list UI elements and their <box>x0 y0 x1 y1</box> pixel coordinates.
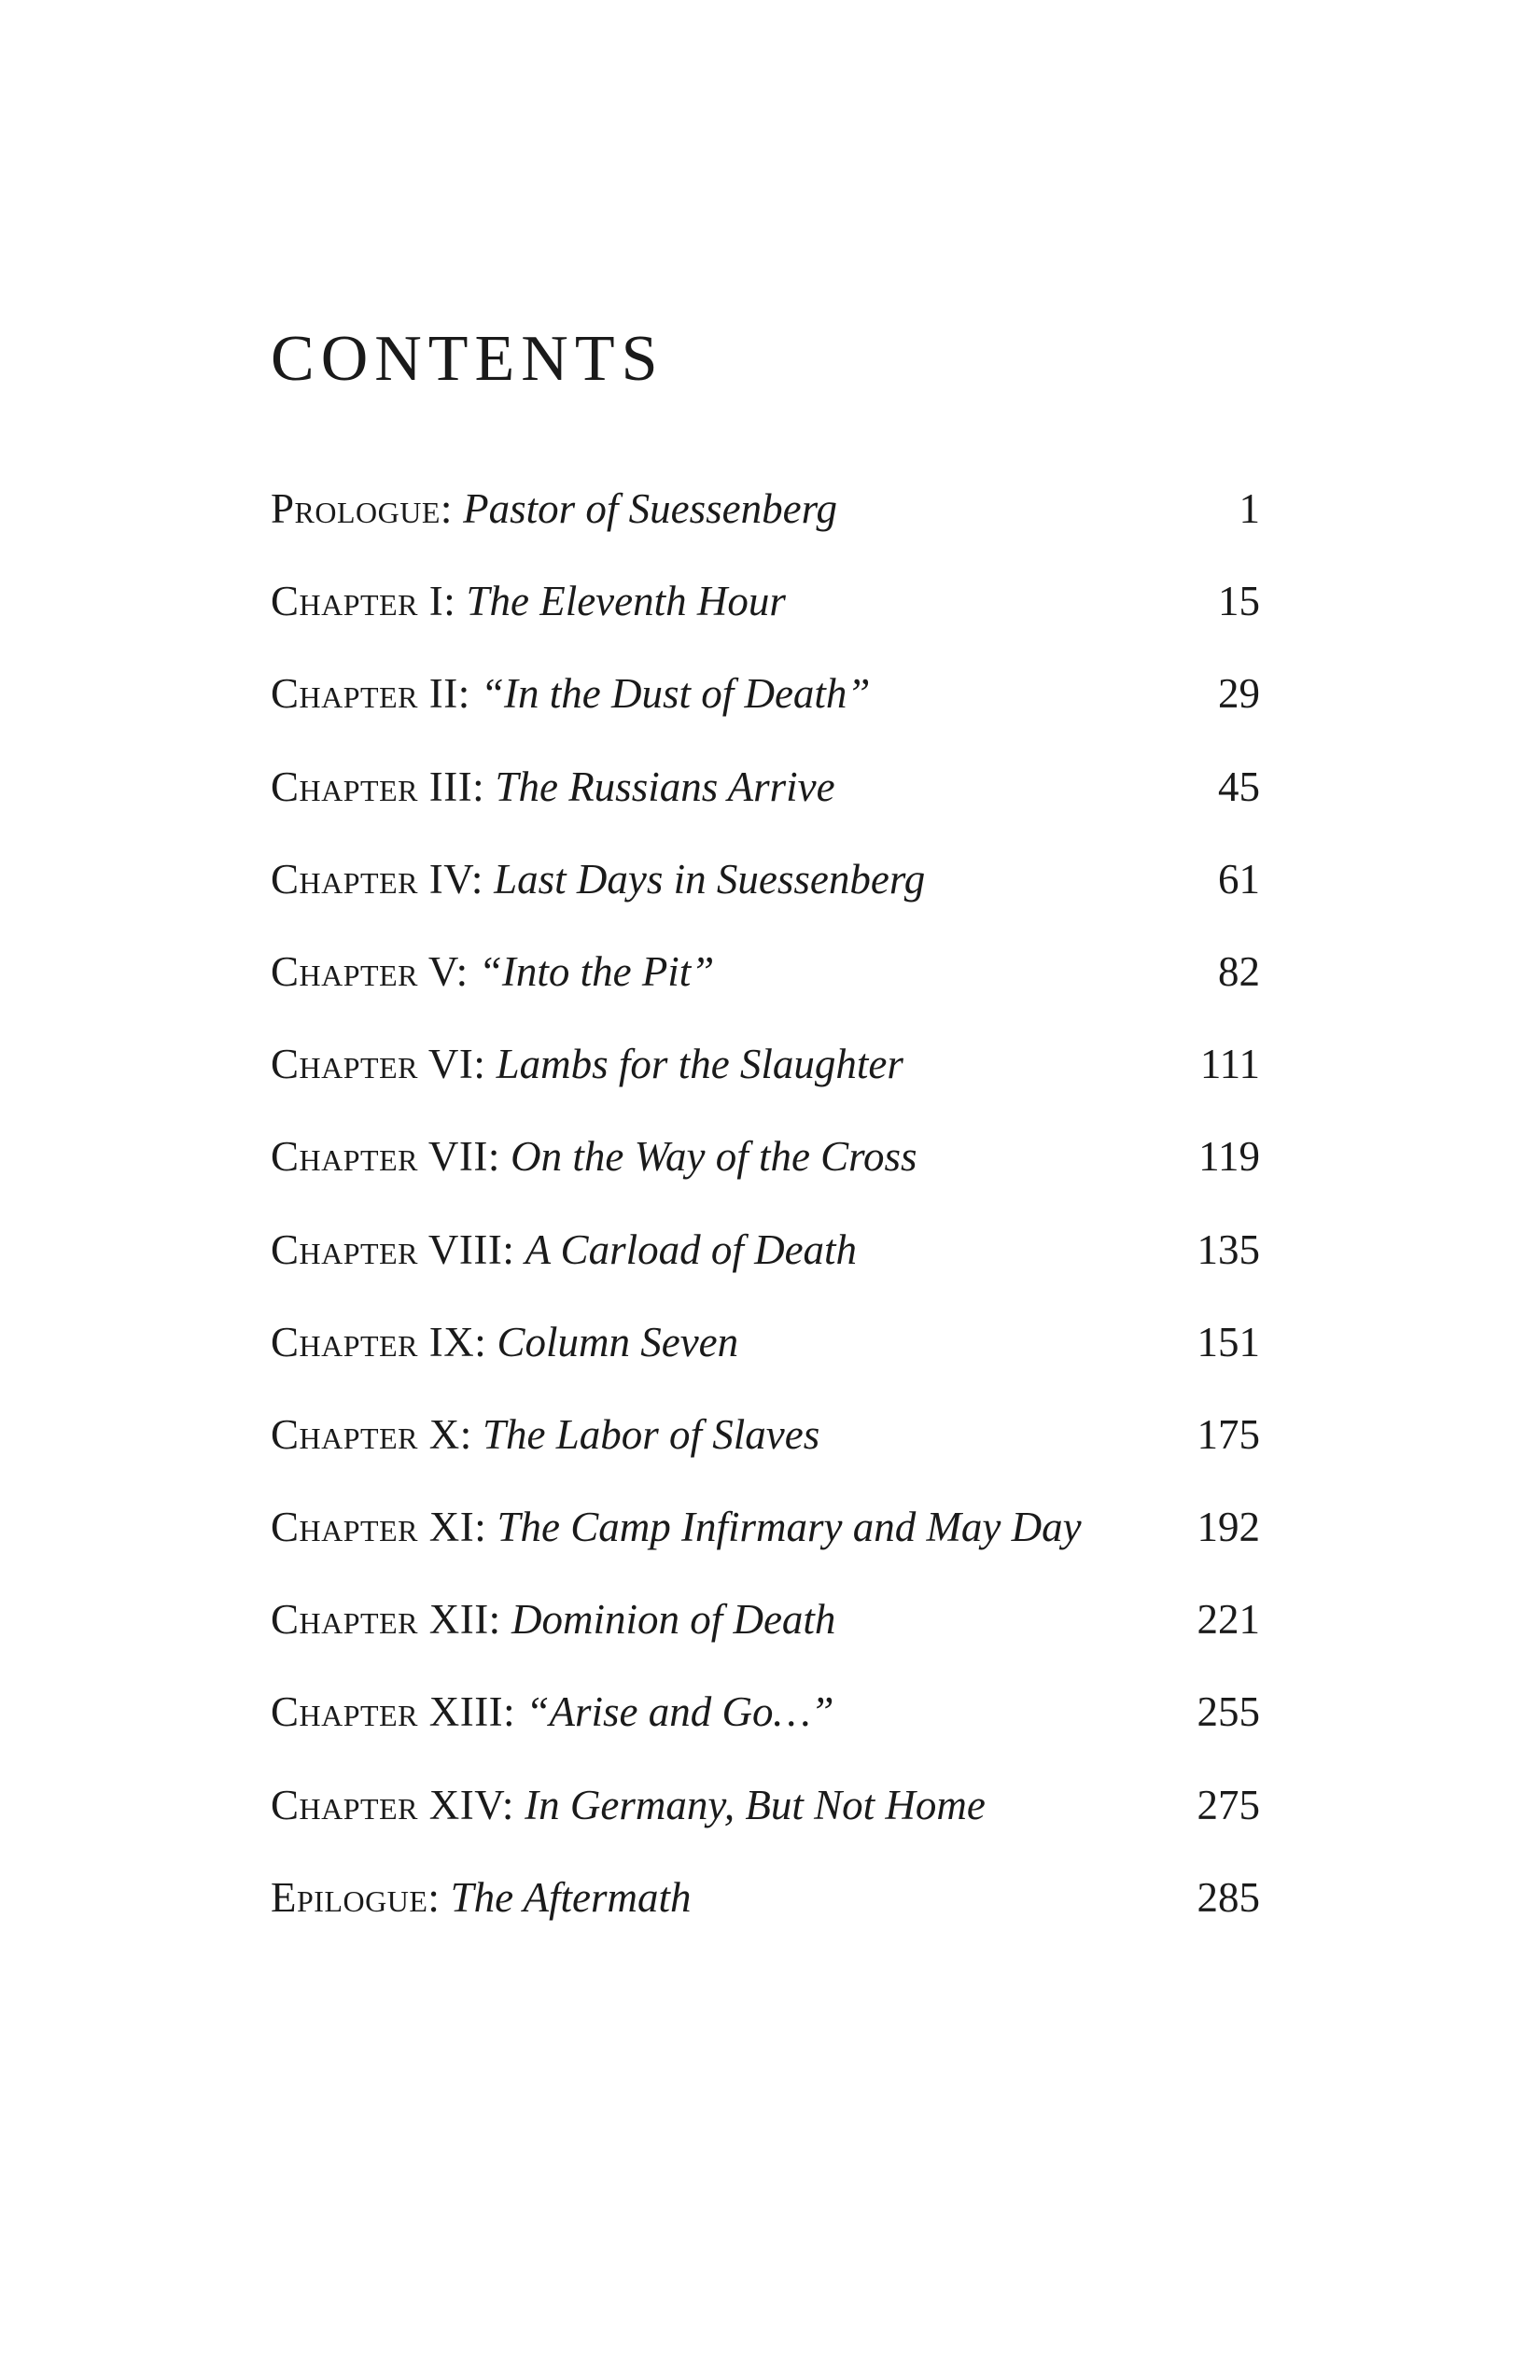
toc-entry-chapter-8[interactable] <box>271 1217 1260 1309</box>
entry-page-number: 192 <box>1197 1504 1260 1551</box>
entry-title: “Arise and Go…” <box>525 1688 834 1736</box>
entry-title: Lambs for the Slaughter <box>496 1041 903 1088</box>
entry-title: On the Way of the Cross <box>511 1133 917 1181</box>
toc-entry-chapter-11[interactable] <box>271 1494 1260 1587</box>
entry-page-number: 29 <box>1218 670 1260 718</box>
toc-entry-chapter-9[interactable] <box>271 1309 1260 1402</box>
entry-label: Chapter X: <box>271 1410 472 1458</box>
entry-title: The Camp Infirmary and May Day <box>497 1504 1082 1551</box>
toc-entry-chapter-6[interactable] <box>271 1031 1260 1124</box>
entry-title: The Russians Arrive <box>495 763 835 810</box>
entry-page-number: 275 <box>1197 1781 1260 1828</box>
entry-title: Column Seven <box>497 1318 739 1365</box>
entry-label: Chapter XII: <box>271 1596 501 1644</box>
entry-title: “Into the Pit” <box>478 947 715 995</box>
entry-label: Chapter I: <box>271 578 456 625</box>
entry-label: Chapter VIII: <box>271 1225 515 1273</box>
entry-label: Chapter XI: <box>271 1504 487 1551</box>
table-of-contents <box>271 476 1260 1957</box>
contents-heading: CONTENTS <box>271 323 665 395</box>
entry-page-number: 45 <box>1218 763 1260 810</box>
toc-entry-epilogue[interactable] <box>271 1865 1260 1957</box>
entry-label: Chapter XIV: <box>271 1781 514 1828</box>
entry-title: In Germany, But Not Home <box>525 1781 986 1828</box>
toc-entry-chapter-12[interactable] <box>271 1587 1260 1679</box>
entry-label: Chapter VII: <box>271 1133 500 1181</box>
entry-page-number: 255 <box>1197 1688 1260 1736</box>
toc-entry-chapter-13[interactable] <box>271 1679 1260 1771</box>
entry-title: Dominion of Death <box>511 1596 836 1644</box>
entry-label: Chapter IV: <box>271 855 483 903</box>
entry-page-number: 1 <box>1239 485 1260 532</box>
entry-page-number: 111 <box>1199 1041 1260 1088</box>
entry-page-number: 151 <box>1197 1318 1260 1365</box>
toc-entry-chapter-5[interactable] <box>271 939 1260 1031</box>
entry-title: “In the Dust of Death” <box>480 670 871 718</box>
entry-page-number: 285 <box>1197 1873 1260 1921</box>
entry-label: Chapter XIII: <box>271 1688 516 1736</box>
toc-entry-chapter-7[interactable] <box>271 1124 1260 1216</box>
entry-label: Chapter II: <box>271 670 470 718</box>
entry-label: Chapter III: <box>271 763 485 810</box>
entry-page-number: 15 <box>1218 578 1260 625</box>
entry-page-number: 82 <box>1218 947 1260 995</box>
entry-label: Chapter V: <box>271 947 469 995</box>
entry-title: Pastor of Suessenberg <box>463 485 837 532</box>
toc-entry-chapter-10[interactable] <box>271 1402 1260 1494</box>
entry-page-number: 175 <box>1197 1410 1260 1458</box>
toc-entry-prologue[interactable] <box>271 476 1260 568</box>
toc-entry-chapter-4[interactable] <box>271 847 1260 939</box>
entry-label: Prologue: <box>271 485 453 532</box>
entry-page-number: 61 <box>1218 855 1260 903</box>
toc-entry-chapter-1[interactable] <box>271 568 1260 661</box>
entry-label: Chapter IX: <box>271 1318 487 1365</box>
entry-title: A Carload of Death <box>525 1225 858 1273</box>
entry-title: Last Days in Suessenberg <box>494 855 926 903</box>
entry-page-number: 119 <box>1198 1133 1260 1181</box>
toc-entry-chapter-14[interactable] <box>271 1772 1260 1865</box>
entry-page-number: 221 <box>1197 1596 1260 1644</box>
toc-entry-chapter-3[interactable] <box>271 754 1260 847</box>
entry-label: Chapter VI: <box>271 1041 486 1088</box>
entry-page-number: 135 <box>1197 1225 1260 1273</box>
toc-entry-chapter-2[interactable] <box>271 661 1260 753</box>
entry-title: The Labor of Slaves <box>482 1410 820 1458</box>
entry-title: The Aftermath <box>450 1873 692 1921</box>
entry-title: The Eleventh Hour <box>466 578 786 625</box>
entry-label: Epilogue: <box>271 1873 441 1921</box>
